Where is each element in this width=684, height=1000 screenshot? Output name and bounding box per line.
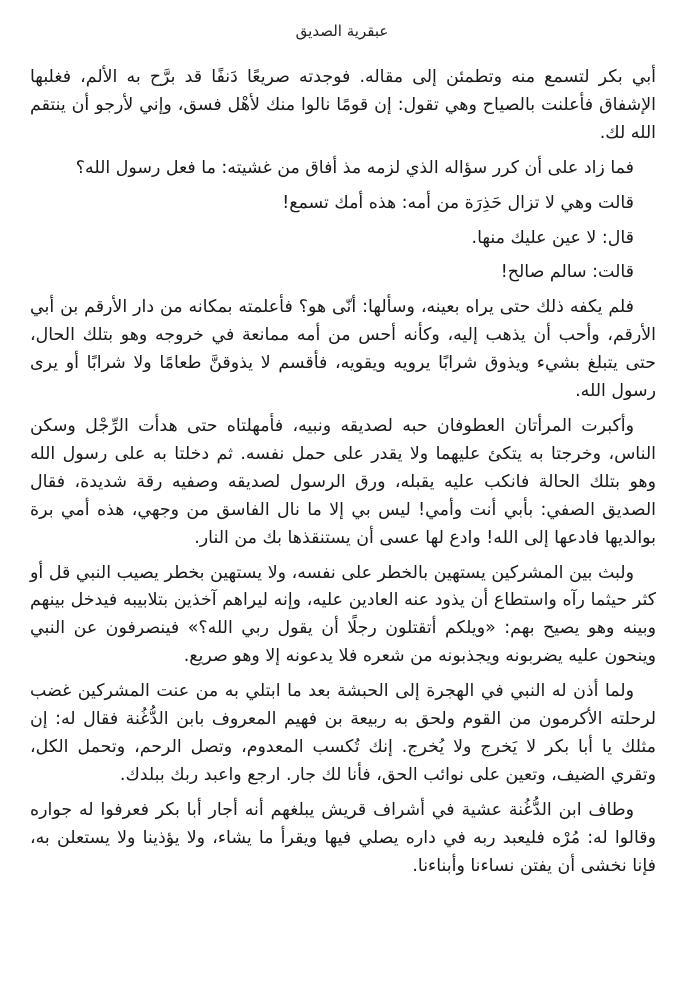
paragraph-7: وأكبرت المرأتان العطوفان حبه لصديقه ونبيه، فأمهلتاه حتى هدأت الرِّجْل وسكن الناس، وخرجتا به يتكئ عليهما ولا يقدر على حمل نفسه. ثم دخلتا به على رسول الله وهو بتلك الحالة فانكب عليه يقبله، ورق الرسول لصديقه وصفيه رقة شديدة، فقال الصديق الصفي: بأبي أنت وأمي! ليس بي إلا ما نال الفاسق من وجهي، هذه أمي برة بوالديها فادعها إلى الله! وادع لها عسى أن يستنقذها بك من النار. — [30, 415, 656, 548]
paragraph-10: وطاف ابن الدُّغُنة عشية في أشراف قريش يبلغهم أنه أجار أبا بكر فعرفوا له جواره وقالوا له: مُرْه فليعبد ربه في داره يصلي فيها ويقرأ ما يشاء، ولا يؤذينا ولا يستعلن به، فإنا نخشى أن يفتن نساءنا وأبناءنا. — [30, 799, 656, 876]
paragraph-1: أبي بكر لتسمع منه وتطمئن إلى مقاله. فوجدته صريعًا دَنفًا قد برَّح به الألم، فغلبها الإشفاق فأعلنت بالصياح وهي تقول: إن قومًا نالوا منك لأهْل فسق، وإني لأرجو أن ينتقم الله لك. — [30, 67, 656, 143]
paragraph-2: فما زاد على أن كرر سؤاله الذي لزمه مذ أفاق من غشيته: ما فعل رسول الله؟ — [75, 157, 634, 178]
paragraph-3: قالت وهي لا تزال حَذِرَة من أمه: هذه أمك تسمع! — [282, 192, 634, 213]
running-header-title: عبقرية الصديق — [295, 22, 389, 40]
paragraph-4: قال: لا عين عليك منها. — [471, 227, 634, 248]
paragraph-5: قالت: سالم صالح! — [500, 262, 634, 283]
paragraph-8: ولبث بين المشركين يستهين بالخطر على نفسه، ولا يستهين بخطر يصيب النبي قل أو كثر حيثما رآه واستطاع أن يذود عنه العادين عليه، وإنه ليراهم آخذين بتلابيبه فيدخل بينهم وبينه وهو يصيح بهم: «ويلكم أتقتلون رجلًا أن يقول ربي الله؟» فينصرفون عن النبي وينحون عليه يضربونه ويجذبونه من شعره فلا يدعونه إلا وهو صريع. — [30, 562, 656, 667]
paragraph-6: فلم يكفه ذلك حتى يراه بعينه، وسألها: أنّى هو؟ فأعلمته بمكانه من دار الأرقم بن أبي الأرقم، وأحب أن يذهب إليه، وكأنه أحس من أمه ممانعة في خروجه وهو بتلك الحال، حتى يتبلغ بشيء ويذوق شرابًا يرويه ويقويه، فأقسم لا يذوقنَّ طعامًا ولا شرابًا أو يرى رسول الله. — [30, 297, 656, 402]
body-text — [30, 64, 656, 887]
paragraph-9: ولما أذن له النبي في الهجرة إلى الحبشة بعد ما ابتلي به من عنت المشركين غضب لرحلته الأكرمون من القوم ولحق به ربيعة بن فهيم المعروف بابن الدُّغُنة فقال له: إن مثلك يا أبا بكر لا يَخرج ولا يُخرج. إنك تُكسب المعدوم، وتصل الرحم، وتحمل الكل، وتقري الضيف، وتعين على نوائب الحق، فأنا لك جار. ارجع واعبد ربك ببلدك. — [30, 681, 656, 785]
